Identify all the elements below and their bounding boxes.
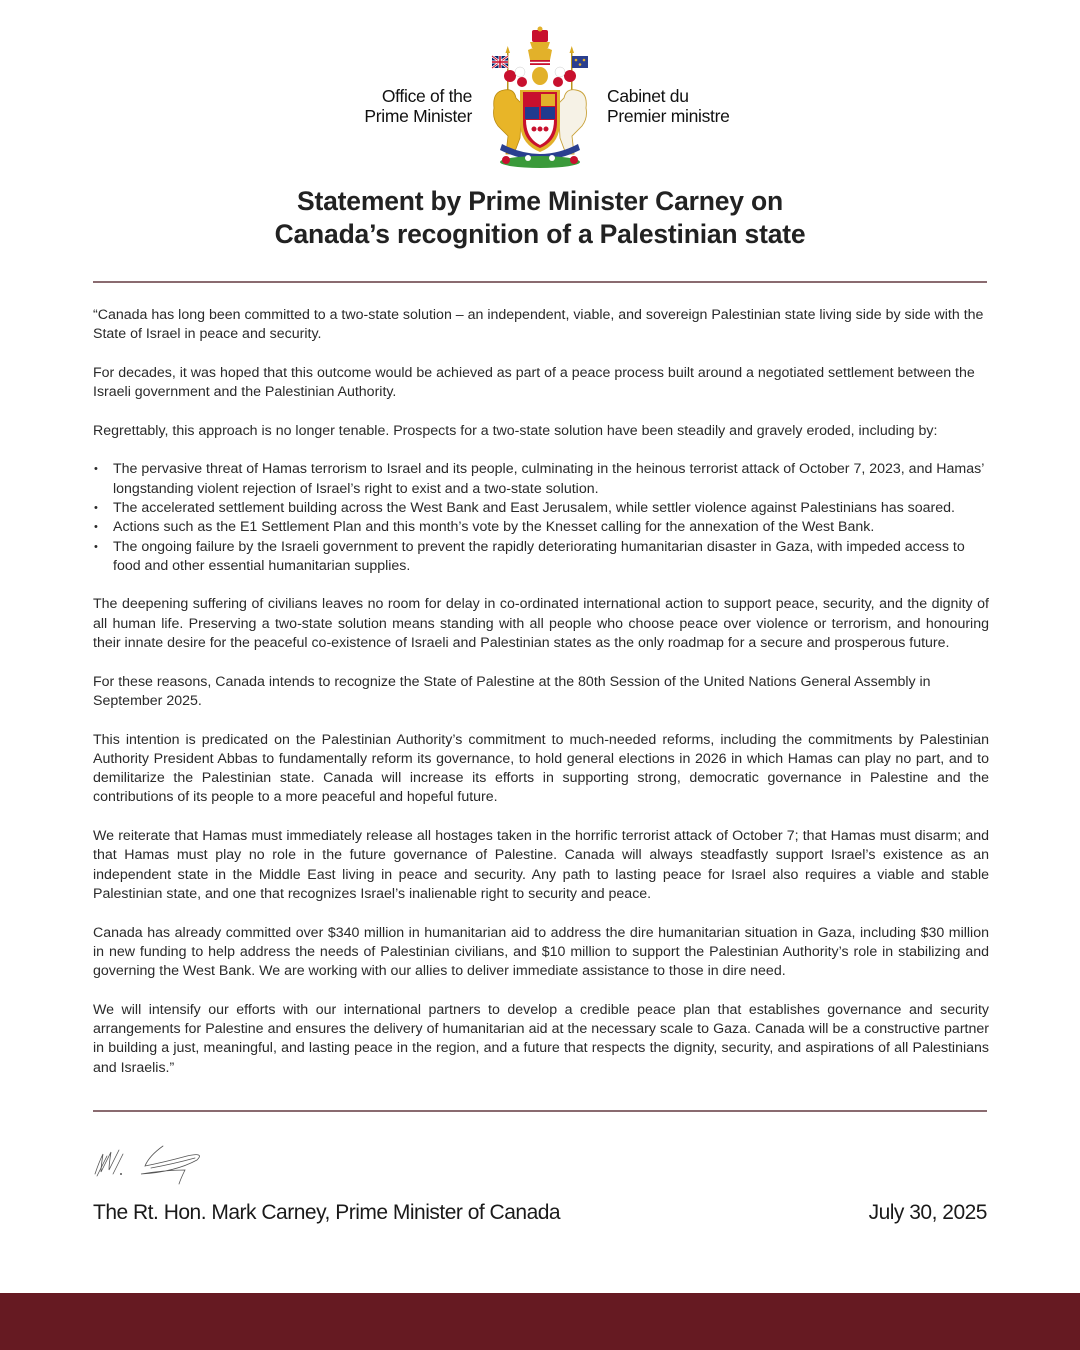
paragraph-intro-3: Regrettably, this approach is no longer tenable. Prospects for a two-state solution have been steadily and gravely eroded, including by: — [93, 422, 938, 439]
bottom-divider — [93, 1110, 987, 1112]
office-name-french — [607, 86, 730, 126]
title-line-1: Statement by Prime Minister Carney on — [297, 186, 783, 216]
office-en-line-1: Office of the — [381, 86, 472, 106]
paragraph-reforms: This intention is predicated on the Palestinian Authority’s commitment to much-needed reforms, including the commitments by Palestinian Authority President Abbas to fundamentally reform its governance, to hold general elections in 2026 in which Hamas can play no part, and to demilitarize the Palestinian state. Canada will increase its efforts in supporting strong, democratic governance in Palestine and the contributions of its people to a more peaceful and hopeful future. — [93, 731, 989, 806]
office-name-english — [364, 86, 472, 126]
paragraph-recognition-intent: For these reasons, Canada intends to recognize the State of Palestine at the 80th Session of the United Nations General Assembly in September 2025. — [93, 673, 931, 709]
signature-icon — [93, 1144, 227, 1186]
top-divider — [93, 281, 987, 283]
list-item: • The ongoing failure by the Israeli government to prevent the rapidly deteriorating humanitarian disaster in Gaza, with impeded access to food and other essential humanitarian supplies. — [93, 538, 989, 577]
paragraph-humanitarian-aid: Canada has already committed over $340 million in humanitarian aid to address the dire humanitarian situation in Gaza, including $30 million in new funding to help address the needs of Palestinian civilians, and $10 million to support the Palestinian Authority’s role in stabilizing and governing the West Bank. We are working with our allies to deliver immediate assistance to those in dire need. — [93, 924, 989, 980]
paragraph-intro-2: For decades, it was hoped that this outcome would be achieved as part of a peace process built around a negotiated settlement between the Israeli government and the Palestinian Authority. — [93, 364, 975, 401]
list-item: • The accelerated settlement building across the West Bank and East Jerusalem, while settler violence against Palestinians has soared. — [93, 499, 989, 518]
paragraph-peace-plan: We will intensify our efforts with our international partners to develop a credible peace plan that establishes governance and security arrangements for Palestine and ensures the delivery of humanitarian aid at the necessary scale to Gaza. Canada will be a constructive partner in building a just, meaningful, and lasting peace in the region, and a future that respects the dignity, security, and aspirations of all Palestinians and Israelis.” — [93, 1001, 989, 1076]
paragraph-hamas: We reiterate that Hamas must immediately release all hostages taken in the horrific terrorist attack of October 7; that Hamas must disarm; and that Hamas must play no role in the future governance of Palestine. Canada will always steadfastly support Israel’s existence as an independent state in the Middle East living in peace and security. Any path to lasting peace for Israel also requires a viable and stable Palestinian state, and one that recognizes Israel’s inalienable right to security and peace. — [93, 828, 989, 902]
erosion-factors-list — [93, 460, 989, 576]
statement-title — [0, 185, 1080, 251]
statement-date: July 30, 2025 — [868, 1201, 987, 1224]
paragraph-intro-1: “Canada has long been committed to a two-state solution – an independent, viable, and sovereign Palestinian state living side by side with the State of Israel in peace and security. — [93, 307, 984, 343]
footer-color-band — [0, 1293, 1080, 1350]
title-line-2: Canada’s recognition of a Palestinian state — [274, 219, 806, 249]
list-item: • Actions such as the E1 Settlement Plan and this month’s vote by the Knesset calling for the annexation of the West Bank. — [93, 518, 989, 537]
office-fr-line-2: Premier ministre — [607, 106, 730, 126]
statement-body — [93, 306, 989, 1097]
letterhead — [0, 20, 1080, 170]
coat-of-arms-icon — [488, 26, 592, 170]
paragraph-suffering: The deepening suffering of civilians leaves no room for delay in co-ordinated international action to support peace, security, and the dignity of all human life. Preserving a two-state solution means standing with all people who choose peace over violence or terrorism, and honouring their innate desire for the peaceful co-existence of Israeli and Palestinian states as the only roadmap for a secure and prosperous future. — [93, 596, 989, 652]
signatory-name: The Rt. Hon. Mark Carney, Prime Minister of Canada — [93, 1201, 561, 1224]
list-item: • The pervasive threat of Hamas terrorism to Israel and its people, culminating in the heinous terrorist attack of October 7, 2023, and Hamas’ longstanding violent rejection of Israel’s right to exist and a two-state solution. — [93, 460, 989, 499]
office-fr-line-1: Cabinet du — [607, 86, 689, 106]
office-en-line-2: Prime Minister — [364, 106, 472, 126]
